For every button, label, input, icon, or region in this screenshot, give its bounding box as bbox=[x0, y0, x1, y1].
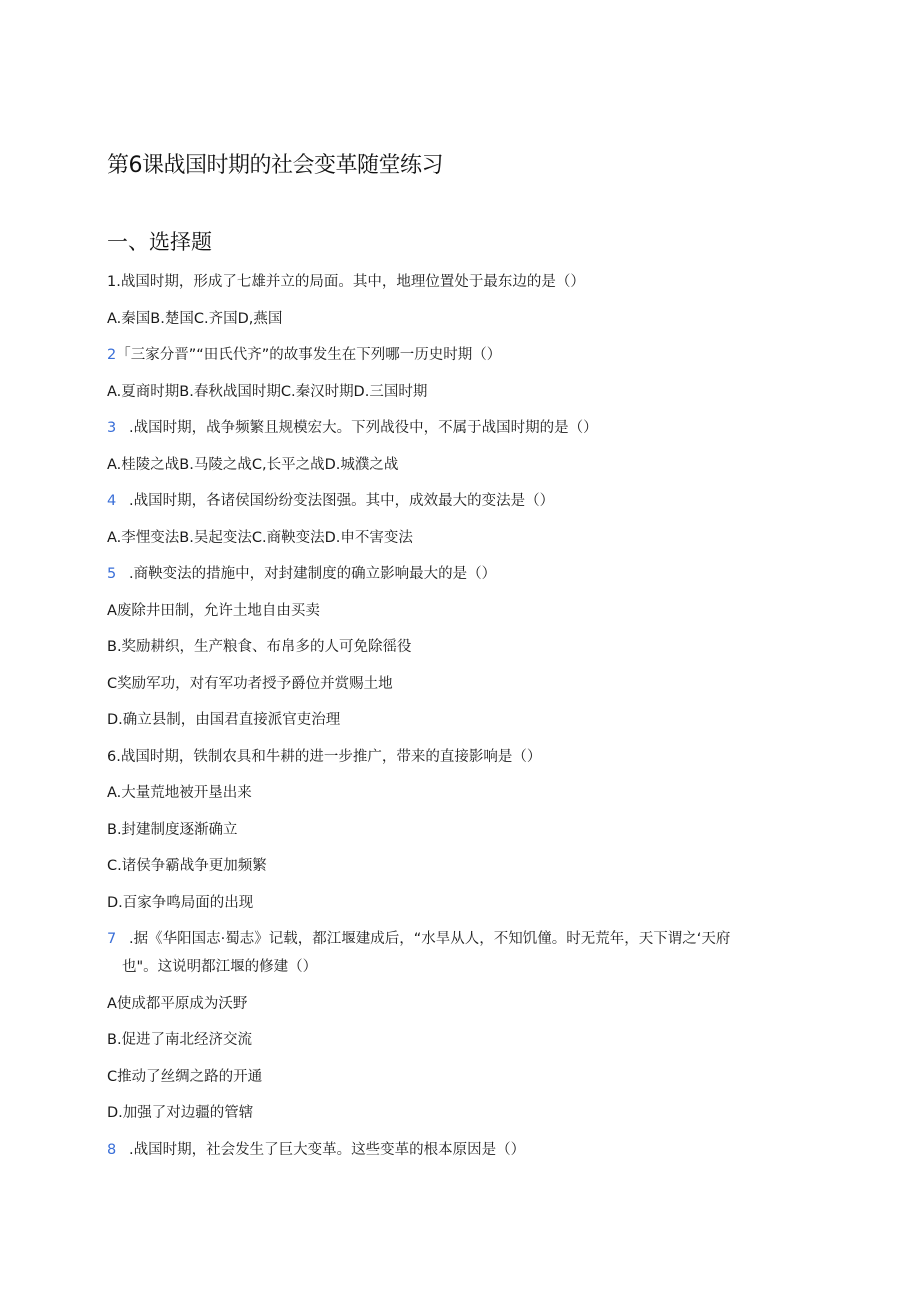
question-number: 7 bbox=[107, 931, 117, 947]
question-text: 「三家分晋”“田氏代齐”的故事发生在下列哪一历史时期（） bbox=[116, 347, 502, 363]
question-5-option-d: D.确立县制，由国君直接派官吏治理 bbox=[107, 712, 341, 728]
question-3-options: A.桂陵之战B.马陵之战C,长平之战D.城濮之战 bbox=[107, 457, 399, 473]
question-8-stem bbox=[107, 1139, 525, 1161]
question-7-stem bbox=[107, 928, 730, 950]
question-text: .商鞅变法的措施中，对封建制度的确立影响最大的是（） bbox=[129, 566, 497, 582]
question-4-stem bbox=[107, 490, 554, 512]
page-title: 第6课战国时期的社会变革随堂练习 bbox=[107, 153, 443, 178]
question-text: .战国时期，各诸侯国纷纷变法图强。其中，成效最大的变法是（） bbox=[129, 493, 555, 509]
question-6-option-a: A.大量荒地被开垦出来 bbox=[107, 785, 252, 801]
question-6-stem: 6.战国时期，铁制农具和牛耕的进一步推广，带来的直接影响是（） bbox=[107, 749, 542, 765]
question-4-options: A.李悝变法B.吴起变法C.商鞅变法D.申不害变法 bbox=[107, 530, 413, 546]
question-number: 5 bbox=[107, 566, 117, 582]
question-7-option-d: D.加强了对边疆的管辖 bbox=[107, 1105, 254, 1121]
question-text: .战国时期，战争频繁且规模宏大。下列战役中，不属于战国时期的是（） bbox=[129, 420, 598, 436]
question-1-stem: 1.战国时期，形成了七雄并立的局面。其中，地理位置处于最东边的是（） bbox=[107, 274, 585, 290]
question-2-stem bbox=[107, 344, 501, 366]
section-heading: 一、选择题 bbox=[107, 230, 212, 254]
question-1-options: A.秦国B.楚国C.齐国D,燕国 bbox=[107, 311, 283, 327]
question-text: .战国时期，社会发生了巨大变革。这些变革的根本原因是（） bbox=[129, 1142, 526, 1158]
question-3-stem bbox=[107, 417, 598, 439]
question-7-stem-continued: 也"。这说明都江堰的修建（） bbox=[122, 959, 318, 975]
question-7-option-a: A使成都平原成为沃野 bbox=[107, 996, 248, 1012]
question-5-option-c: C奖励军功，对有军功者授予爵位并赏赐土地 bbox=[107, 676, 393, 692]
question-5-stem bbox=[107, 563, 496, 585]
question-text-line-1: .据《华阳国志·蜀志》记载，都江堰建成后，“水旱从人，不知饥僮。时无荒年，天下谓之‘天府 bbox=[129, 931, 731, 947]
question-6-option-d: D.百家争鸣局面的出现 bbox=[107, 895, 254, 911]
question-6-option-c: C.诸侯争霸战争更加频繁 bbox=[107, 858, 267, 874]
question-5-option-a: A废除井田制，允许土地自由买卖 bbox=[107, 603, 320, 619]
question-number: 3 bbox=[107, 420, 117, 436]
question-6-option-b: B.封建制度逐渐确立 bbox=[107, 822, 238, 838]
question-5-option-b: B.奖励耕织，生产粮食、布帛多的人可免除徭役 bbox=[107, 639, 412, 655]
question-number: 8 bbox=[107, 1142, 117, 1158]
question-number: 2 bbox=[107, 347, 117, 363]
question-7-option-c: C推动了丝绸之路的开通 bbox=[107, 1069, 263, 1085]
question-7-option-b: B.促进了南北经济交流 bbox=[107, 1032, 253, 1048]
question-number: 4 bbox=[107, 493, 117, 509]
question-2-options: A.夏商时期B.春秋战国时期C.秦汉时期D.三国时期 bbox=[107, 384, 428, 400]
